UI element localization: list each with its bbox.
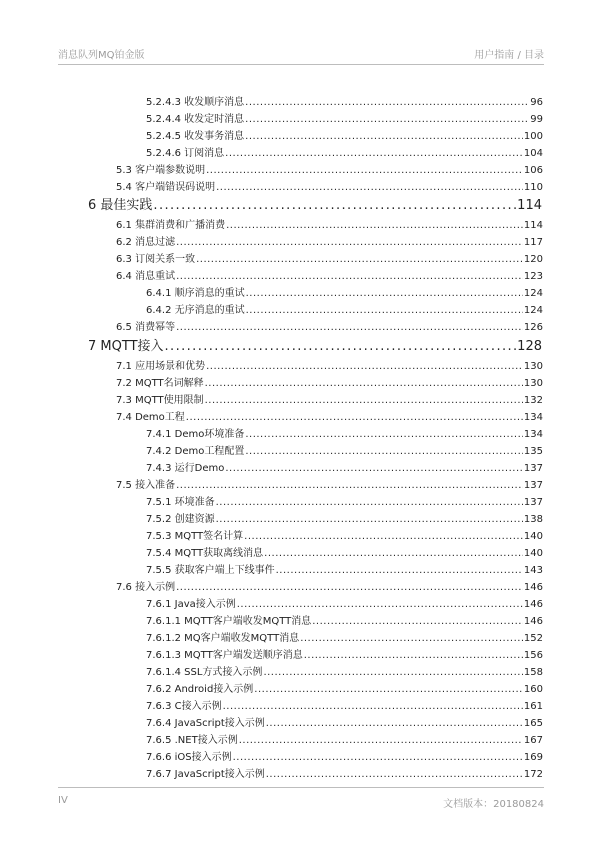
toc-entry-page: 143 xyxy=(523,565,543,576)
toc-entry[interactable] xyxy=(146,511,543,525)
toc-entry[interactable] xyxy=(88,195,542,213)
toc-entry-title: 6.2 消息过滤 xyxy=(116,237,176,248)
toc-entry-page: 160 xyxy=(523,684,543,695)
dot-leader xyxy=(304,650,523,661)
toc-entry-title: 6.1 集群消费和广播消费 xyxy=(116,220,226,231)
dot-leader xyxy=(176,322,523,333)
toc-entry-page: 124 xyxy=(523,305,543,316)
toc-entry-page: 146 xyxy=(523,582,543,593)
toc-entry[interactable] xyxy=(116,477,543,491)
toc-entry-title: 5.3 客户端参数说明 xyxy=(116,165,206,176)
toc-entry-page: 130 xyxy=(523,378,543,389)
footer-doc-version: 文档版本：20180824 xyxy=(443,799,544,810)
toc-entry-page: 158 xyxy=(523,667,543,678)
toc-entry[interactable] xyxy=(116,375,543,389)
dot-leader xyxy=(237,599,523,610)
dot-leader xyxy=(245,429,523,440)
toc-entry[interactable] xyxy=(116,162,543,176)
toc-entry-title: 7.1 应用场景和优势 xyxy=(116,361,206,372)
toc-entry-title: 6.3 订阅关系一致 xyxy=(116,254,196,265)
footer-divider xyxy=(58,787,544,788)
dot-leader xyxy=(206,361,523,372)
dot-leader xyxy=(264,548,523,559)
toc-entry[interactable] xyxy=(146,630,543,644)
toc-entry[interactable] xyxy=(116,358,543,372)
toc-entry[interactable] xyxy=(146,128,543,142)
dot-leader xyxy=(300,633,523,644)
dot-leader xyxy=(216,514,523,525)
toc-entry[interactable] xyxy=(116,409,543,423)
toc-entry-title: 7.5.2 创建资源 xyxy=(146,514,215,525)
toc-entry-title: 7.6.1.4 SSL方式接入示例 xyxy=(146,667,263,678)
toc-entry[interactable] xyxy=(146,460,543,474)
toc-entry[interactable] xyxy=(146,145,543,159)
dot-leader xyxy=(244,531,523,542)
toc-entry[interactable] xyxy=(146,698,543,712)
toc-entry-page: 104 xyxy=(523,148,543,159)
toc-entry-page: 146 xyxy=(523,599,543,610)
dot-leader xyxy=(312,616,523,627)
toc-entry-title: 7.4.3 运行Demo xyxy=(146,463,225,474)
toc-entry-page: 96 xyxy=(530,97,543,108)
toc-entry-page: 117 xyxy=(523,237,543,248)
toc-entry-page: 137 xyxy=(523,497,543,508)
toc-entry-title: 7.6 接入示例 xyxy=(116,582,176,593)
toc-entry[interactable] xyxy=(146,562,543,576)
toc-entry-title: 6.4 消息重试 xyxy=(116,271,176,282)
toc-entry-page: 138 xyxy=(523,514,543,525)
toc-entry-page: 99 xyxy=(530,114,543,125)
page-header xyxy=(58,46,544,60)
toc-entry-page: 114 xyxy=(517,198,542,213)
toc-entry-page: 124 xyxy=(523,288,543,299)
toc-entry-title: 7.4.2 Demo工程配置 xyxy=(146,446,245,457)
dot-leader xyxy=(176,480,523,491)
toc-entry-title: 5.2.4.6 订阅消息 xyxy=(146,148,225,159)
dot-leader xyxy=(245,97,529,108)
toc-entry[interactable] xyxy=(146,545,543,559)
dot-leader xyxy=(196,254,523,265)
dot-leader xyxy=(226,220,523,231)
toc-entry-page: 172 xyxy=(523,769,543,780)
toc-entry[interactable] xyxy=(146,94,543,108)
toc-entry-page: 140 xyxy=(523,531,543,542)
toc-entry-page: 110 xyxy=(523,182,543,193)
dot-leader xyxy=(176,237,523,248)
dot-leader xyxy=(246,288,523,299)
toc-entry[interactable] xyxy=(146,494,543,508)
dot-leader xyxy=(165,339,517,354)
toc-entry[interactable] xyxy=(146,302,543,316)
toc-entry-title: 5.2.4.4 收发定时消息 xyxy=(146,114,245,125)
toc-entry[interactable] xyxy=(116,234,543,248)
toc-entry-page: 120 xyxy=(523,254,543,265)
dot-leader xyxy=(233,752,523,763)
toc-entry-title: 7.6.6 iOS接入示例 xyxy=(146,752,232,763)
dot-leader xyxy=(266,718,523,729)
toc-entry-page: 126 xyxy=(523,322,543,333)
toc-entry[interactable] xyxy=(146,732,543,746)
toc-entry-title: 7.5.1 环境准备 xyxy=(146,497,215,508)
toc-entry[interactable] xyxy=(116,217,543,231)
toc-entry-title: 7.5.5 获取客户端上下线事件 xyxy=(146,565,275,576)
toc-entry-title: 7.6.7 JavaScript接入示例 xyxy=(146,769,265,780)
toc-entry-page: 134 xyxy=(523,429,543,440)
dot-leader xyxy=(245,114,529,125)
toc-entry-page: 137 xyxy=(523,480,543,491)
dot-leader xyxy=(276,565,523,576)
toc-entry[interactable] xyxy=(146,443,543,457)
toc-entry-title: 7.6.3 C接入示例 xyxy=(146,701,222,712)
toc-entry-title: 7.5.3 MQTT签名计算 xyxy=(146,531,244,542)
dot-leader xyxy=(205,378,523,389)
toc-entry[interactable] xyxy=(146,681,543,695)
dot-leader xyxy=(216,182,523,193)
toc-entry[interactable] xyxy=(116,268,543,282)
header-doc-title: 消息队列MQ铂金版 xyxy=(58,50,145,61)
page-footer xyxy=(58,795,544,809)
toc-entry[interactable] xyxy=(146,749,543,763)
toc-entry-title: 7.3 MQTT使用限制 xyxy=(116,395,204,406)
toc-entry-title: 6 最佳实践 xyxy=(88,198,153,213)
toc-entry-title: 7.4 Demo工程 xyxy=(116,412,185,423)
dot-leader xyxy=(176,582,523,593)
toc-entry-page: 128 xyxy=(517,339,542,354)
toc-entry-page: 167 xyxy=(523,735,543,746)
dot-leader xyxy=(216,497,523,508)
toc-entry[interactable] xyxy=(146,111,543,125)
toc-entry-title: 7 MQTT接入 xyxy=(88,339,164,354)
toc-entry-page: 140 xyxy=(523,548,543,559)
toc-entry-title: 6.4.2 无序消息的重试 xyxy=(146,305,245,316)
toc-entry-title: 6.5 消费幂等 xyxy=(116,322,176,333)
toc-entry-page: 135 xyxy=(523,446,543,457)
toc-entry[interactable] xyxy=(146,647,543,661)
toc-entry[interactable] xyxy=(116,392,543,406)
dot-leader xyxy=(263,667,522,678)
toc-entry-page: 123 xyxy=(523,271,543,282)
toc-entry[interactable] xyxy=(146,426,543,440)
toc-entry-page: 134 xyxy=(523,412,543,423)
toc-entry-page: 161 xyxy=(523,701,543,712)
dot-leader xyxy=(153,198,516,213)
dot-leader xyxy=(206,165,523,176)
dot-leader xyxy=(245,131,523,142)
toc-entry[interactable] xyxy=(146,715,543,729)
toc-entry-page: 106 xyxy=(523,165,543,176)
toc-entry-title: 7.5.4 MQTT获取离线消息 xyxy=(146,548,264,559)
header-section-path: 用户指南 / 目录 xyxy=(474,50,544,61)
toc-entry-page: 146 xyxy=(523,616,543,627)
toc-entry-title: 5.4 客户端错误码说明 xyxy=(116,182,216,193)
toc-entry[interactable] xyxy=(116,579,543,593)
toc-entry-page: 165 xyxy=(523,718,543,729)
dot-leader xyxy=(225,463,523,474)
footer-page-number: IV xyxy=(58,795,68,806)
toc-entry-title: 7.5 接入准备 xyxy=(116,480,176,491)
toc-entry[interactable] xyxy=(146,766,543,780)
dot-leader xyxy=(186,412,523,423)
toc-entry-page: 130 xyxy=(523,361,543,372)
toc-entry-title: 7.2 MQTT名词解释 xyxy=(116,378,204,389)
toc-entry-page: 100 xyxy=(523,131,543,142)
toc-entry-title: 5.2.4.3 收发顺序消息 xyxy=(146,97,245,108)
dot-leader xyxy=(246,305,523,316)
toc-entry-page: 137 xyxy=(523,463,543,474)
toc-entry-title: 7.4.1 Demo环境准备 xyxy=(146,429,245,440)
dot-leader xyxy=(223,701,523,712)
toc-entry[interactable] xyxy=(146,664,543,678)
toc-entry-title: 7.6.1.1 MQTT客户端收发MQTT消息 xyxy=(146,616,312,627)
toc-entry-title: 7.6.1.2 MQ客户端收发MQTT消息 xyxy=(146,633,300,644)
toc-entry-page: 132 xyxy=(523,395,543,406)
toc-entry-title: 7.6.1 Java接入示例 xyxy=(146,599,236,610)
toc-entry-title: 7.6.4 JavaScript接入示例 xyxy=(146,718,265,729)
toc-entry-page: 169 xyxy=(523,752,543,763)
dot-leader xyxy=(254,684,523,695)
dot-leader xyxy=(266,769,523,780)
toc-entry-page: 156 xyxy=(523,650,543,661)
toc-entry-title: 5.2.4.5 收发事务消息 xyxy=(146,131,245,142)
header-divider xyxy=(58,64,544,65)
dot-leader xyxy=(239,735,523,746)
dot-leader xyxy=(245,446,523,457)
toc-entry[interactable] xyxy=(146,596,543,610)
toc-entry[interactable] xyxy=(116,251,543,265)
dot-leader xyxy=(225,148,523,159)
toc-entry-title: 6.4.1 顺序消息的重试 xyxy=(146,288,245,299)
toc-entry[interactable] xyxy=(116,319,543,333)
toc-entry-title: 7.6.2 Android接入示例 xyxy=(146,684,254,695)
toc-entry-title: 7.6.5 .NET接入示例 xyxy=(146,735,238,746)
dot-leader xyxy=(205,395,523,406)
toc-entry[interactable] xyxy=(146,528,543,542)
toc-entry-page: 152 xyxy=(523,633,543,644)
toc-entry[interactable] xyxy=(146,613,543,627)
toc-entry[interactable] xyxy=(88,336,542,354)
dot-leader xyxy=(176,271,523,282)
toc-entry[interactable] xyxy=(116,179,543,193)
toc-entry-page: 114 xyxy=(523,220,543,231)
toc-entry[interactable] xyxy=(146,285,543,299)
toc-entry-title: 7.6.1.3 MQTT客户端发送顺序消息 xyxy=(146,650,303,661)
